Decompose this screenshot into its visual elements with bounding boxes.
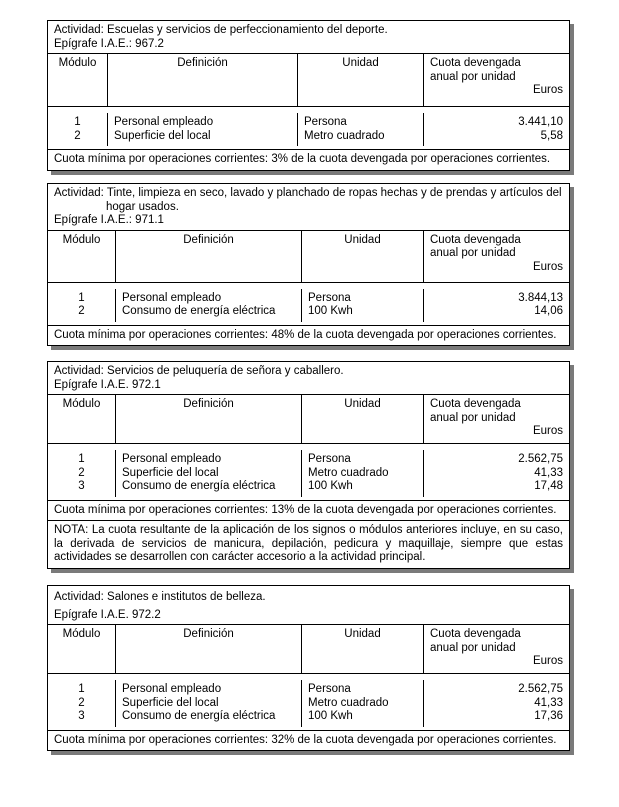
epigrafe-text: Epígrafe I.A.E. 972.1 <box>54 378 161 391</box>
col-cuota-label: Cuota devengada anual por unidad <box>430 628 521 654</box>
table-body <box>48 444 569 501</box>
table-cell-cuota: 41,33 <box>534 696 563 709</box>
table-cell-unidad: Persona <box>304 116 347 128</box>
epigrafe-text: Epígrafe I.A.E.: 967.2 <box>54 37 164 50</box>
col-modulo: Módulo <box>48 54 108 106</box>
table-cell-cuota: 17,48 <box>534 480 563 492</box>
table-cell-definicion: Superficie del local <box>122 466 219 479</box>
table-header <box>48 54 569 107</box>
table-cell-modulo: 1 <box>78 453 85 465</box>
table-cell-definicion: Personal empleado <box>122 291 222 304</box>
col-unidad: Unidad <box>302 395 424 443</box>
table-cell-cuota: 3.441,10 <box>518 116 563 128</box>
cuota-minima: Cuota mínima por operaciones corrientes: 32% de la cuota devengada por operaciones corrientes. <box>54 733 557 746</box>
col-definicion: Definición <box>116 625 302 673</box>
col-unidad: Unidad <box>302 625 424 673</box>
table-cell-unidad: Metro cuadrado <box>308 696 389 709</box>
table-cell-cuota: 3.844,13 <box>518 291 563 304</box>
col-cuota <box>424 395 569 443</box>
table-cell-unidad: 100 Kwh <box>308 305 353 317</box>
table-cell-modulo: 1 <box>74 116 81 128</box>
table-cell-cuota: 41,33 <box>534 466 563 479</box>
table-cell-definicion: Personal empleado <box>114 116 214 128</box>
table-cell-modulo: 1 <box>78 291 85 304</box>
section-971-1 <box>47 183 570 346</box>
table-cell-unidad: Persona <box>308 683 351 695</box>
table-body <box>48 674 569 731</box>
actividad-text: Actividad: Servicios de peluquería de señora y caballero. <box>54 365 344 377</box>
section-972-2 <box>47 585 570 751</box>
table-cell-modulo: 2 <box>78 305 85 317</box>
col-modulo: Módulo <box>48 231 116 282</box>
col-euros-label: Euros <box>532 655 563 667</box>
table-header <box>48 395 569 444</box>
col-unidad: Unidad <box>298 54 424 106</box>
table-cell-cuota: 2.562,75 <box>518 683 563 695</box>
table-cell-unidad: 100 Kwh <box>308 480 353 492</box>
nota-text: NOTA: La cuota resultante de la aplicación de los signos o módulos anteriores incluye, en su caso, la derivada de servicios de manicura, depilación, pedicura y maquillaje, siempre que estas actividades se desarrollen con carácter accesorio a la actividad principal. <box>48 520 569 568</box>
section-header <box>48 184 569 231</box>
section-header <box>48 21 569 54</box>
actividad-text: Actividad: Tinte, limpieza en seco, lavado y planchado de ropas hechas y de prendas y artículos del <box>54 187 562 199</box>
table-cell-unidad: Persona <box>308 453 351 465</box>
table-header <box>48 231 569 283</box>
table-body <box>48 107 569 150</box>
table-cell-definicion: Personal empleado <box>122 453 222 465</box>
section-972-1 <box>47 361 570 569</box>
table-cell-unidad: Metro cuadrado <box>304 129 385 142</box>
col-euros-label: Euros <box>532 425 563 437</box>
table-cell-definicion: Personal empleado <box>122 683 222 695</box>
table-cell-cuota: 2.562,75 <box>518 453 563 465</box>
col-cuota-label: Cuota devengada anual por unidad <box>430 233 521 259</box>
col-modulo: Módulo <box>48 625 116 673</box>
col-unidad: Unidad <box>302 231 424 282</box>
table-header <box>48 625 569 674</box>
col-euros-label: Euros <box>532 260 563 273</box>
col-euros-label: Euros <box>532 84 563 96</box>
section-header <box>48 362 569 395</box>
table-cell-unidad: Persona <box>308 291 351 304</box>
actividad-text: Actividad: Salones e institutos de belleza. <box>54 591 266 603</box>
table-cell-modulo: 1 <box>78 683 85 695</box>
cuota-minima: Cuota mínima por operaciones corrientes: 13% de la cuota devengada por operaciones corrientes. <box>54 503 557 516</box>
col-modulo: Módulo <box>48 395 116 443</box>
table-cell-cuota: 5,58 <box>540 129 563 142</box>
table-cell-cuota: 14,06 <box>534 305 563 317</box>
table-cell-unidad: Metro cuadrado <box>308 466 389 479</box>
table-cell-modulo: 3 <box>78 710 85 722</box>
cuota-minima: Cuota mínima por operaciones corrientes: 48% de la cuota devengada por operaciones corrientes. <box>54 328 557 341</box>
actividad-text: Actividad: Escuelas y servicios de perfeccionamiento del deporte. <box>54 24 388 36</box>
col-cuota <box>424 231 569 282</box>
cuota-minima: Cuota mínima por operaciones corrientes: 3% de la cuota devengada por operaciones corrientes. <box>54 153 551 165</box>
table-cell-definicion: Superficie del local <box>114 129 211 142</box>
table-body <box>48 283 569 326</box>
section-header <box>48 586 569 625</box>
table-cell-cuota: 17,36 <box>534 710 563 722</box>
epigrafe-text: Epígrafe I.A.E.: 971.1 <box>54 214 164 226</box>
col-cuota-label: Cuota devengada anual por unidad <box>430 57 521 83</box>
epigrafe-text: Epígrafe I.A.E. 972.2 <box>54 609 161 621</box>
col-definicion: Definición <box>116 395 302 443</box>
table-cell-modulo: 2 <box>78 696 85 709</box>
table-cell-modulo: 3 <box>78 480 85 492</box>
col-cuota-label: Cuota devengada anual por unidad <box>430 398 521 424</box>
table-cell-unidad: 100 Kwh <box>308 710 353 722</box>
table-cell-definicion: Consumo de energía eléctrica <box>122 710 276 722</box>
section-967-2 <box>47 20 570 171</box>
col-definicion: Definición <box>116 231 302 282</box>
actividad-text-cont: hogar usados. <box>106 200 179 213</box>
col-cuota <box>424 625 569 673</box>
table-cell-modulo: 2 <box>74 129 81 142</box>
table-cell-modulo: 2 <box>78 466 85 479</box>
table-cell-definicion: Consumo de energía eléctrica <box>122 480 276 492</box>
col-definicion: Definición <box>108 54 298 106</box>
col-cuota <box>424 54 569 106</box>
table-cell-definicion: Consumo de energía eléctrica <box>122 305 276 317</box>
table-cell-definicion: Superficie del local <box>122 696 219 709</box>
